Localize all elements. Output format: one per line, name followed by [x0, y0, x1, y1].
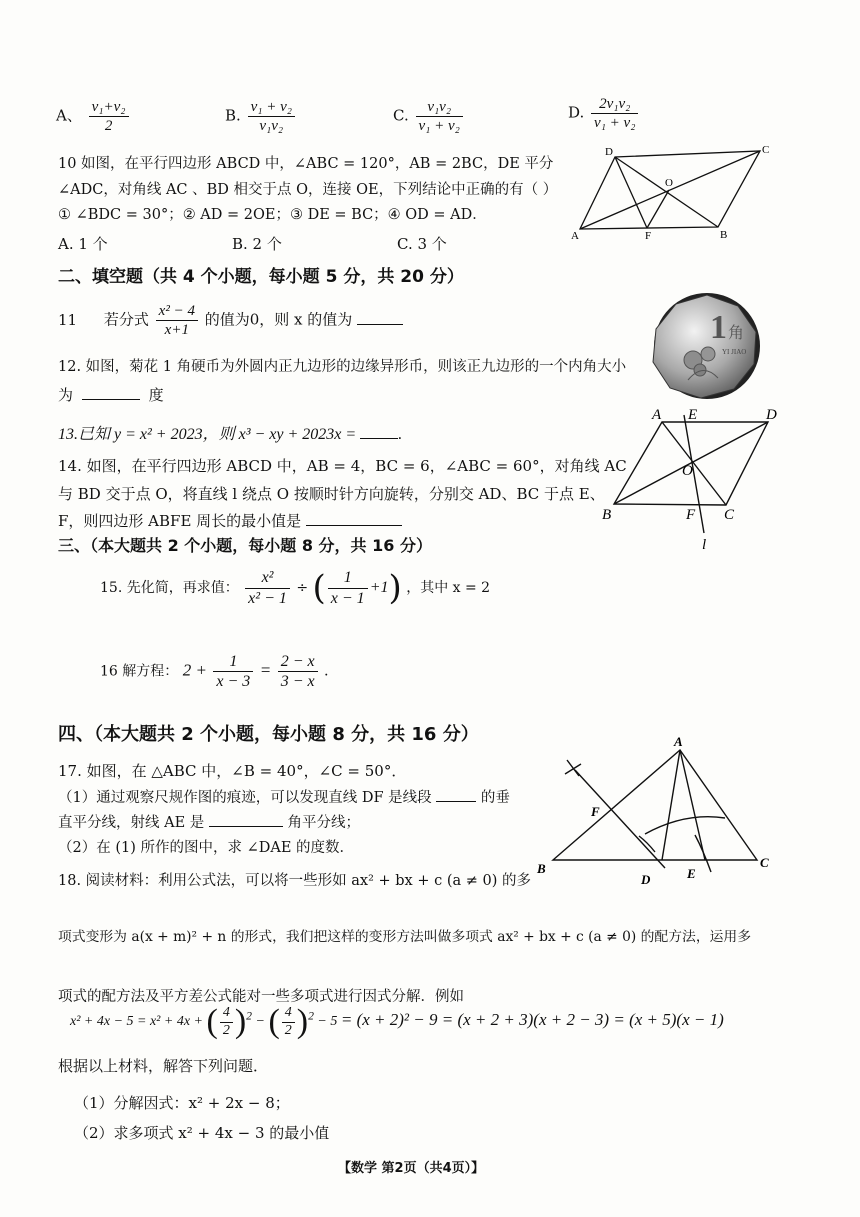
option-fraction: $\frac{\text{v₁v₂}}{\text{v₁ + v₂}}$: [416, 98, 463, 135]
option-letter: C.: [393, 106, 409, 125]
option-b: [225, 98, 297, 135]
coin-digit: 1: [710, 309, 727, 346]
figure-parallelogram-q10: [565, 145, 785, 240]
option-fraction: $\frac{\text{v₁+v₂}}{2}$: [89, 98, 129, 135]
q11-pre: 若分式: [103, 310, 149, 329]
label-c: C: [724, 507, 735, 523]
q14-line1: 14. 如图，在平行四边形 ABCD 中，AB = 4，BC = 6，∠ABC = 60°，对角线 AC: [58, 457, 627, 475]
option-letter: B.: [225, 106, 241, 125]
question-13: 13.已知 y = x² + 2023，则 x³ − xy + 2023x = .: [58, 426, 403, 443]
figure-triangle-q17: [535, 730, 785, 890]
section-heading-4: 四、（本大题共 2 个小题，每小题 8 分，共 16 分）: [58, 724, 479, 745]
option-letter: D.: [568, 103, 585, 122]
option-letter: A、: [56, 106, 82, 125]
q16-fraction-1: $\frac{1}{x - 3}$: [213, 652, 253, 691]
q10-option-b: B. 2 个: [232, 235, 282, 253]
coin-small-text: YI JIAO: [722, 348, 747, 356]
page-footer: 【数学 第2页（共4页）】: [338, 1161, 485, 1176]
label-b: B: [537, 861, 546, 876]
label-e: E: [688, 407, 698, 423]
eq-fraction-1: $\frac{4}{2}$: [220, 1005, 233, 1040]
section-heading-2: 二、填空题（共 4 个小题，每小题 5 分，共 20 分）: [58, 267, 464, 287]
label-a: A: [571, 230, 579, 240]
q12-answer-blank[interactable]: [82, 399, 140, 400]
label-o: O: [665, 177, 673, 189]
section-heading-3: 三、（本大题共 2 个小题，每小题 8 分，共 16 分）: [58, 536, 432, 555]
label-c: C: [762, 145, 770, 156]
option-d: [568, 95, 640, 132]
coin-image: [648, 292, 766, 400]
q17-blank-2[interactable]: [209, 826, 283, 827]
label-d: D: [605, 146, 613, 158]
label-a: A: [674, 734, 683, 749]
q18-line3: 项式的配方法及平方差公式能对一些多项式进行因式分解．例如: [58, 989, 464, 1005]
q18-sub1: （1）分解因式：x² + 2x − 8；: [74, 1094, 290, 1112]
label-f: F: [591, 804, 600, 819]
label-f: F: [686, 507, 696, 523]
label-a: A: [652, 407, 662, 423]
q11-fraction: $\frac{\text{x² − 4}}{x+1}$: [156, 302, 198, 339]
q17-line3: 直平分线，射线 AE 是 角平分线；: [58, 815, 360, 831]
question-16: 16 解方程： 2 + $\frac{1}{x - 3}$ = $\frac{2 - x}{3 - x}$ ．: [100, 653, 339, 691]
q18-line1: 18. 阅读材料：利用公式法，可以将一些形如 ax² + bx + c (a ≠ 0) 的多: [58, 873, 531, 889]
q11-number: 11: [58, 310, 78, 329]
q18-line2: 项式变形为 a(x + m)² + n 的形式，我们把这样的变形方法叫做多项式 ax² + bx + c (a ≠ 0) 的配方法，运用多: [58, 929, 752, 945]
label-l: l: [702, 537, 707, 553]
option-c: [393, 98, 465, 135]
q14-line3: F，则四边形 ABFE 周长的最小值是: [58, 510, 402, 531]
label-d: D: [766, 407, 777, 423]
q17-line4: （2）在 (1) 所作的图中，求 ∠DAE 的度数．: [58, 840, 355, 856]
q12-line2: 为 度: [58, 386, 164, 404]
q11-answer-blank[interactable]: [357, 324, 403, 325]
q13-answer-blank[interactable]: [360, 438, 398, 439]
q12-line1: 12. 如图，菊花 1 角硬币为外圆内正九边形的边缘异形币，则该正九边形的一个内角大小: [58, 359, 627, 375]
q18-line5: 根据以上材料，解答下列问题．: [58, 1057, 269, 1075]
q15-fraction-2: $\frac{1}{x - 1}$: [328, 568, 368, 607]
label-f: F: [645, 230, 652, 240]
eq-fraction-2: $\frac{4}{2}$: [282, 1005, 295, 1040]
q17-line1: 17. 如图，在 △ABC 中，∠B = 40°，∠C = 50°．: [58, 762, 407, 780]
q10-line3: ① ∠BDC = 30°；② AD = 2OE；③ DE = BC；④ OD = AD．: [58, 207, 487, 223]
figure-parallelogram-q14: [600, 405, 790, 565]
q17-line2: （1）通过观察尺规作图的痕迹，可以发现直线 DF 是线段 的垂: [58, 790, 510, 806]
label-b: B: [602, 507, 612, 523]
q18-sub2: （2）求多项式 x² + 4x − 3 的最小值: [74, 1124, 330, 1142]
question-15: 15. 先化简，再求值： $\frac{\text{x²}}{\text{x² − 1}}$ ÷ ( $\frac{1}{x - 1}$ +1) ，其中 x = 2: [100, 568, 491, 608]
q10-option-c: C. 3 个: [397, 235, 447, 253]
q15-fraction-1: $\frac{\text{x²}}{\text{x² − 1}}$: [245, 568, 290, 607]
q14-line2: 与 BD 交于点 O，将直线 l 绕点 O 按顺时针方向旋转，分别交 AD、BC 于点 E、: [58, 485, 605, 503]
label-d: D: [641, 872, 651, 887]
label-e: E: [687, 866, 696, 881]
option-a: [56, 98, 131, 135]
question-11: [58, 302, 403, 339]
q10-option-a: A. 1 个: [58, 235, 108, 253]
option-fraction: $\frac{\text{2v₁v₂}}{\text{v₁ + v₂}}$: [591, 95, 638, 132]
q18-example-equation: x² + 4x − 5 = x² + 4x + ( $\frac{4}{2}$ )$^2$ − ( $\frac{4}{2}$ )$^2$ − 5 = (x + 2)² − 9 = (x + 2 + 3)(x + 2 − 3) = (x + 5)(x − 1): [70, 1003, 724, 1040]
q11-post: 的值为0，则 x 的值为: [204, 310, 353, 329]
q16-fraction-2: $\frac{2 - x}{3 - x}$: [278, 652, 318, 691]
label-c: C: [760, 855, 769, 870]
label-o: O: [682, 463, 693, 479]
q14-answer-blank[interactable]: [306, 525, 402, 526]
coin-char: 角: [728, 325, 745, 342]
q10-line1: 10 如图，在平行四边形 ABCD 中，∠ABC = 120°，AB = 2BC，DE 平分: [58, 156, 554, 172]
q17-blank-1[interactable]: [436, 801, 476, 802]
option-fraction: $\frac{\text{v₁ + v₂}}{\text{v₁v₂}}$: [248, 98, 295, 135]
q10-line2: ∠ADC，对角线 AC 、BD 相交于点 O，连接 OE，下列结论中正确的有（ ）: [58, 182, 558, 198]
label-b: B: [720, 229, 728, 240]
